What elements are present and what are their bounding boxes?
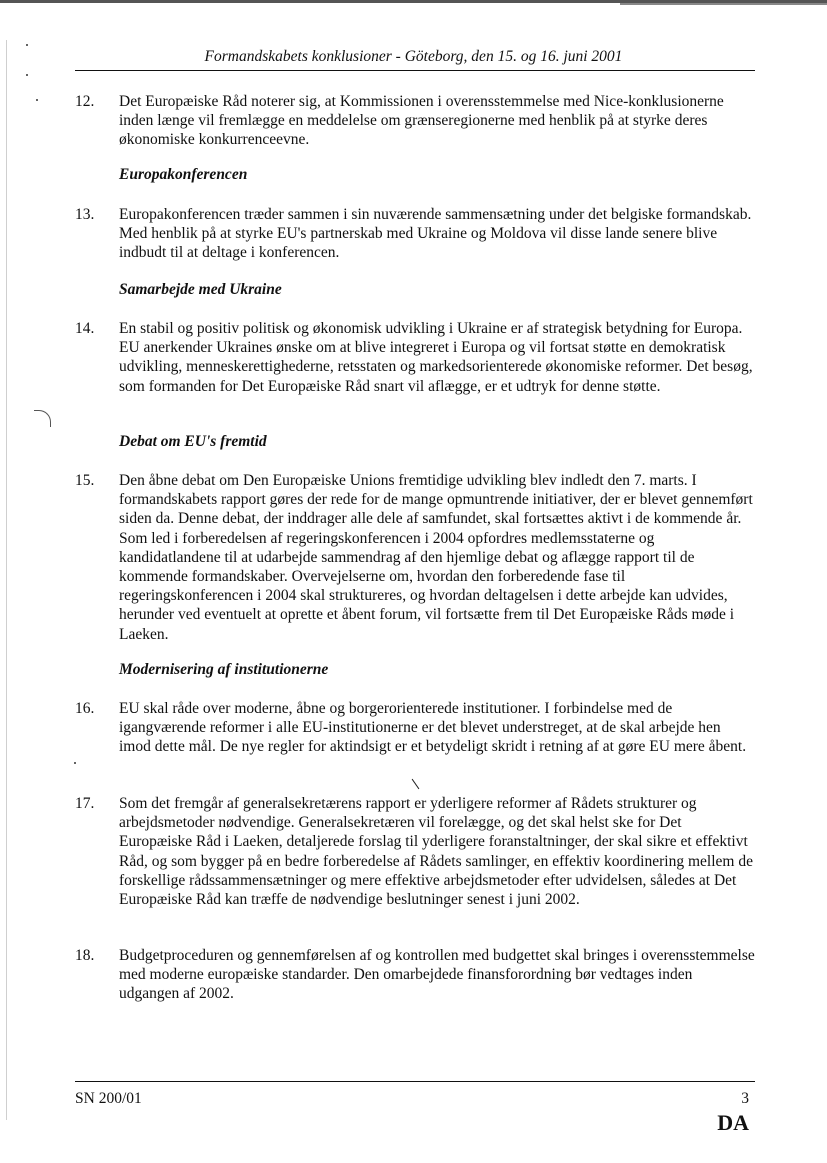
footer-language-code: DA [717, 1110, 749, 1135]
section-heading-ukraine: Samarbejde med Ukraine [119, 281, 282, 298]
scan-edge-left [6, 40, 7, 1120]
paragraph-number: 15. [75, 472, 95, 489]
paragraph-text: Den åbne debat om Den Europæiske Unions fremtidige udvikling blev indledt den 7. marts. I formandskabets rapport gøres der rede for de mange opmuntrende initiativer, der er blevet gennemført siden da. Denne debat, der inddrager alle dele af samfundet, skal fortsættes aktivt i de kommende år. Som led i forberedelsen af regeringskonferencen i 2004 opfordres medlemsstaterne og kandidatlandene til at udarbejde sammendrag af den hjemlige debat og aflægge rapport til de kommende formandskaber. Overvejelserne om, hvordan den forberedende fase til regeringskonferencen i 2004 skal struktureres, og hvordan deltagelsen i dette arbejde kan udvides, herunder ved eventuelt at oprette et åbent forum, vil fortsætte frem til Det Europæiske Råds møde i Laeken. [119, 472, 753, 643]
paragraph-13 [75, 205, 755, 263]
paragraph-text: EU skal råde over moderne, åbne og borgerorienterede institutioner. I forbindelse med de igangværende reformer i alle EU-institutionerne er det blevet understreget, at de skal arbejde hen imod dette mål. De nye regler for aktindsigt er et betydeligt skridt i retning af at gøre EU mere åbent. [119, 700, 747, 756]
paragraph-number: 18. [75, 947, 95, 964]
paragraph-14 [75, 319, 755, 396]
paragraph-text: En stabil og positiv politisk og økonomisk udvikling i Ukraine er af strategisk betydning for Europa. EU anerkender Ukraines ønske om at blive integreret i Europa og vil fortsat støtte en demokratisk udvikling, menneskerettighederne, retsstaten og markedsorienterede økonomiske reformer. Det besøg, som formanden for Det Europæiske Råd snart vil aflægge, er et udtryk for denne støtte. [119, 320, 753, 395]
scan-speck [36, 99, 38, 101]
paragraph-number: 13. [75, 206, 95, 223]
footer-rule [75, 1081, 755, 1082]
scan-edge-top-right [620, 3, 827, 5]
paragraph-12 [75, 92, 755, 150]
paragraph-18 [75, 946, 755, 1004]
scan-speck [74, 762, 76, 764]
section-heading-institutioner: Modernisering af institutionerne [119, 661, 329, 678]
scan-speck [26, 44, 28, 46]
page-header-title: Formandskabets konklusioner - Göteborg, den 15. og 16. juni 2001 [204, 48, 623, 65]
paragraph-number: 17. [75, 795, 95, 812]
paragraph-17 [75, 794, 755, 909]
paragraph-text: Europakonferencen træder sammen i sin nuværende sammensætning under det belgiske formandskab. Med henblik på at styrke EU's partnerskab med Ukraine og Moldova vil disse lande senere blive indbudt til at deltage i konferencen. [119, 206, 752, 262]
footer-page-number: 3 [741, 1090, 749, 1107]
header-rule [75, 70, 755, 71]
paragraph-15 [75, 471, 755, 644]
paragraph-number: 14. [75, 320, 95, 337]
paragraph-text: Det Europæiske Råd noterer sig, at Kommissionen i overensstemmelse med Nice-konklusionerne inden længe vil fremlægge en meddelelse om grænseregionerne med henblik på at styrke deres økonomiske konkurrenceevne. [119, 93, 724, 149]
scan-pen-tick [412, 779, 420, 789]
section-heading-eu-fremtid: Debat om EU's fremtid [119, 433, 267, 450]
paragraph-16 [75, 699, 755, 757]
paragraph-text: Budgetproceduren og gennemførelsen af og kontrollen med budgettet skal bringes i overensstemmelse med moderne europæiske standarder. Den omarbejdede finansforordning bør vedtages inden udgangen af 2002. [119, 947, 755, 1003]
scan-speck [26, 74, 28, 76]
paragraph-text: Som det fremgår af generalsekretærens rapport er yderligere reformer af Rådets strukturer og arbejdsmetoder nødvendige. Generalsekretæren vil forelægge, og det skal helst ske for Det Europæiske Råd i Laeken, detaljerede forslag til yderligere foranstaltninger, der skal sikre et effektivt Råd, og som bygger på en bedre forberedelse af Rådets samlinger, en effektiv koordinering mellem de forskellige rådssammensætninger og mere effektive arbejdsmetoder efter udvidelsen, således at Det Europæiske Råd kan træffe de nødvendige beslutninger senest i juni 2002. [119, 795, 753, 909]
footer-document-code: SN 200/01 [75, 1090, 142, 1107]
scan-margin-mark [34, 410, 51, 427]
section-heading-europakonferencen: Europakonferencen [119, 166, 248, 183]
paragraph-number: 16. [75, 700, 95, 717]
paragraph-number: 12. [75, 93, 95, 110]
